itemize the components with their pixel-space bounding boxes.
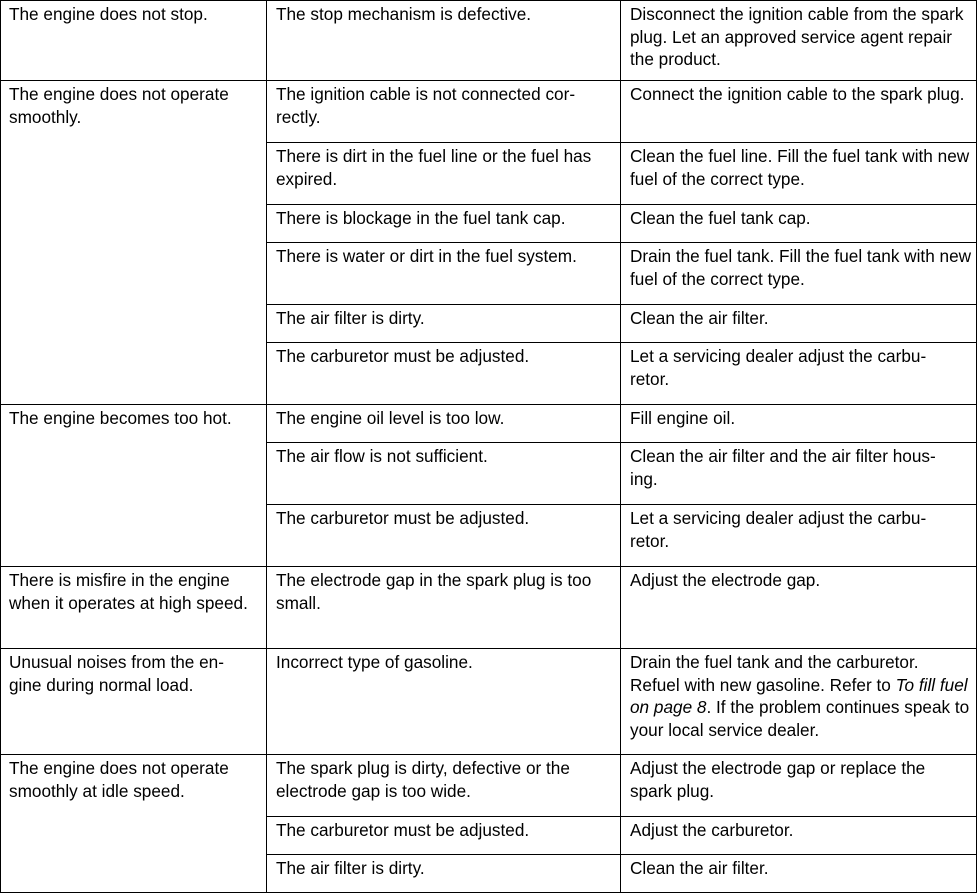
symptom-text: There is misfire in the engine when it operates at high speed. (9, 570, 248, 613)
row-divider (266, 204, 977, 205)
row-divider (266, 854, 977, 855)
cause-text: The carburetor must be adjusted. (276, 508, 530, 528)
column-divider (620, 0, 621, 893)
row-divider (0, 566, 977, 567)
action-text: Let a servicing dealer adjust the carbu- retor. (630, 508, 927, 551)
table-row (0, 242, 978, 304)
action-text: Clean the fuel line. Fill the fuel tank with new fuel of the correct type. (630, 146, 970, 189)
cause-text: The carburetor must be adjusted. (276, 820, 530, 840)
row-divider (0, 80, 977, 81)
row-divider (0, 404, 977, 405)
table-row (0, 504, 978, 566)
row-divider (266, 442, 977, 443)
row-divider (266, 816, 977, 817)
action-text: Disconnect the ignition cable from the spark plug. Let an approved service agent repair the product. (630, 4, 964, 69)
action-text: Adjust the carburetor. (630, 820, 794, 840)
action-text: Drain the fuel tank. Fill the fuel tank with new fuel of the correct type. (630, 246, 972, 289)
column-divider (266, 0, 267, 893)
row-divider (266, 304, 977, 305)
cause-text: The air filter is dirty. (276, 858, 425, 878)
row-divider (0, 648, 977, 649)
table-row (0, 648, 978, 754)
table-row (0, 442, 978, 504)
action-text: Let a servicing dealer adjust the carbu- retor. (630, 346, 927, 389)
table-border-left (0, 0, 1, 893)
row-divider (266, 242, 977, 243)
action-text: Adjust the electrode gap. (630, 570, 821, 590)
action-text: Clean the air filter and the air filter hous- ing. (630, 446, 936, 489)
table-row (0, 142, 978, 204)
cause-text: The carburetor must be adjusted. (276, 346, 530, 366)
cause-text: The engine oil level is too low. (276, 408, 505, 428)
action-text: Clean the fuel tank cap. (630, 208, 811, 228)
symptom-text: Unusual noises from the en- gine during normal load. (9, 652, 224, 695)
cause-text: The stop mechanism is defective. (276, 4, 532, 24)
row-divider (0, 754, 977, 755)
row-divider (266, 504, 977, 505)
cause-text: The ignition cable is not connected cor- rectly. (276, 84, 576, 127)
page-reference-link[interactable]: To fill fuel on page 8 (630, 674, 968, 717)
table-row (0, 342, 978, 404)
cause-text: There is dirt in the fuel line or the fuel has expired. (276, 146, 592, 189)
symptom-text: The engine does not operate smoothly. (9, 84, 229, 127)
action-text: Fill engine oil. (630, 408, 736, 428)
table-row (0, 304, 978, 342)
table-row (0, 754, 978, 816)
cause-text: Incorrect type of gasoline. (276, 652, 473, 672)
cause-text: There is blockage in the fuel tank cap. (276, 208, 566, 228)
action-text (630, 651, 972, 741)
cause-text: The air filter is dirty. (276, 308, 425, 328)
cause-text: The electrode gap in the spark plug is too small. (276, 570, 592, 613)
symptom-text: The engine does not operate smoothly at idle speed. (9, 758, 229, 801)
table-border-bottom (0, 892, 977, 893)
table-border-right (976, 0, 977, 893)
table-row (0, 0, 978, 80)
row-divider (266, 342, 977, 343)
table-border-top (0, 0, 977, 1)
action-text: Adjust the electrode gap or replace the spark plug. (630, 758, 926, 801)
action-text-before: Drain the fuel tank and the carburetor. Refuel with new gasoline. Refer to (630, 652, 919, 695)
action-text: Connect the ignition cable to the spark plug. (630, 84, 965, 104)
table-row (0, 204, 978, 242)
symptom-text: The engine becomes too hot. (9, 408, 232, 428)
table-row (0, 816, 978, 854)
table-row (0, 854, 978, 892)
symptom-text: The engine does not stop. (9, 4, 208, 24)
table-row (0, 566, 978, 648)
cause-text: There is water or dirt in the fuel system. (276, 246, 577, 266)
cause-text: The spark plug is dirty, defective or the electrode gap is too wide. (276, 758, 570, 801)
action-text: Clean the air filter. (630, 308, 769, 328)
action-text: Clean the air filter. (630, 858, 769, 878)
row-divider (266, 142, 977, 143)
table-row (0, 80, 978, 142)
action-text-after: . If the problem continues speak to your local service dealer. (630, 697, 970, 740)
cause-text: The air flow is not sufficient. (276, 446, 488, 466)
table-row (0, 404, 978, 442)
